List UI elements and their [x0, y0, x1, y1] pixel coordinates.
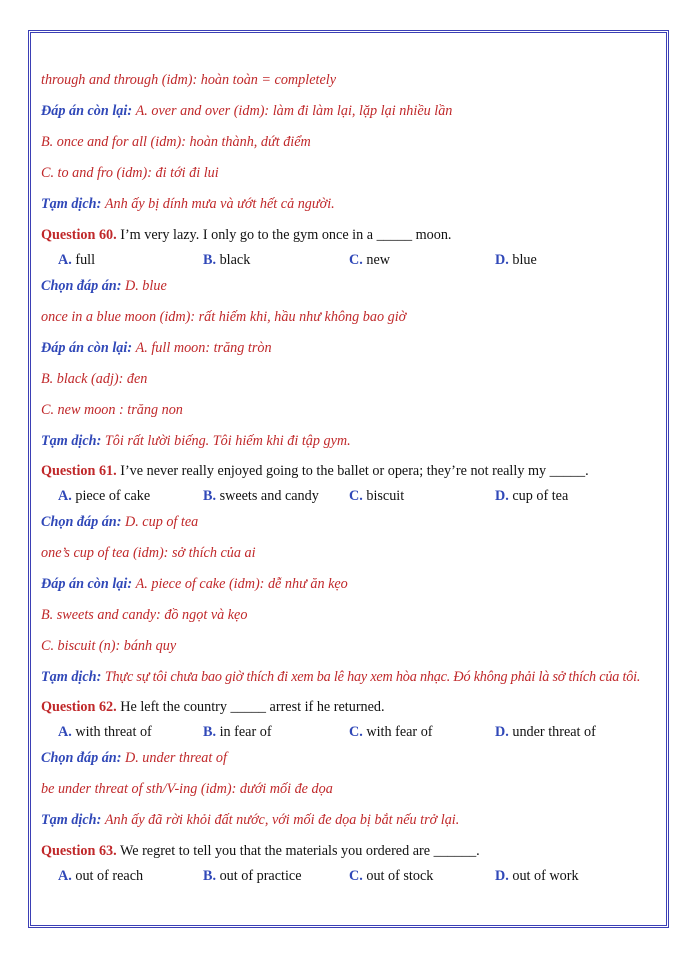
- prev-translation: [41, 195, 335, 213]
- q60-option-a[interactable]: A. full: [58, 252, 96, 268]
- question-text: I’ve never really enjoyed going to the ballet or opera; they’re not really my _____.: [120, 463, 589, 479]
- q60-option-b[interactable]: B. black: [203, 252, 251, 268]
- q61-option-a[interactable]: A. piece of cake: [58, 488, 151, 504]
- question-text: We regret to tell you that the materials you ordered are ______.: [119, 843, 480, 859]
- question-62: [41, 698, 385, 716]
- question-text: I’m very lazy. I only go to the gym once in a _____ moon.: [120, 227, 452, 243]
- remaining-text: A. over and over (idm): làm đi làm lại, lặp lại nhiều lần: [135, 103, 453, 119]
- q63-option-d[interactable]: D. out of work: [495, 868, 579, 884]
- q60-translation: Tạm dịch: Tôi rất lười biếng. Tôi hiếm khi đi tập gym.: [41, 433, 351, 449]
- q62-option-c[interactable]: C. with fear of: [349, 724, 433, 740]
- q62-option-d[interactable]: D. under threat of: [495, 724, 596, 740]
- q62-option-a[interactable]: A. with threat of: [58, 724, 152, 740]
- q61-option-c[interactable]: C. biscuit: [349, 488, 405, 504]
- q60-option-c[interactable]: C. new: [349, 252, 390, 268]
- q61-translation: Tạm dịch: Thực sự tôi chưa bao giờ thích đi xem ba lê hay xem hòa nhạc. Đó không phải là sở thích của tôi.: [41, 669, 641, 685]
- q60-option-c-explain: C. new moon : trăng non: [41, 402, 183, 418]
- question-number: Question 61.: [41, 463, 117, 479]
- prev-option-c-explain: C. to and fro (idm): đi tới đi lui: [41, 165, 219, 181]
- q60-explanation: once in a blue moon (idm): rất hiếm khi, hầu như không bao giờ: [41, 309, 407, 325]
- q62-option-b[interactable]: B. in fear of: [203, 724, 272, 740]
- translation-label: Tạm dịch:: [41, 196, 102, 212]
- q60-option-d[interactable]: D. blue: [495, 252, 537, 268]
- q60-option-b-explain: B. black (adj): đen: [41, 371, 148, 387]
- question-number: Question 60.: [41, 227, 117, 243]
- question-text: He left the country _____ arrest if he returned.: [120, 699, 385, 715]
- question-60: [41, 226, 451, 244]
- q62-explanation: be under threat of sth/V-ing (idm): dưới mối đe dọa: [41, 781, 333, 797]
- question-number: Question 62.: [41, 699, 117, 715]
- translation-text: Anh ấy bị dính mưa và ướt hết cả người.: [104, 196, 335, 212]
- q60-answer: Chọn đáp án: D. blue: [41, 278, 167, 294]
- q62-translation: Tạm dịch: Anh ấy đã rời khỏi đất nước, với mối đe dọa bị bắt nếu trở lại.: [41, 812, 460, 828]
- question-number: Question 63.: [41, 843, 117, 859]
- q62-answer: Chọn đáp án: D. under threat of: [41, 750, 227, 766]
- prev-idiom-line: through and through (idm): hoàn toàn = completely: [41, 72, 336, 88]
- q61-option-c-explain: C. biscuit (n): bánh quy: [41, 638, 177, 654]
- q63-option-a[interactable]: A. out of reach: [58, 868, 144, 884]
- q63-option-c[interactable]: C. out of stock: [349, 868, 434, 884]
- q61-option-b-explain: B. sweets and candy: đồ ngọt và kẹo: [41, 607, 248, 623]
- prev-remaining-answers: [41, 102, 452, 120]
- q61-option-d[interactable]: D. cup of tea: [495, 488, 569, 504]
- q60-remaining-answers: Đáp án còn lại: A. full moon: trăng tròn: [41, 340, 272, 356]
- remaining-label: Đáp án còn lại:: [41, 103, 133, 119]
- question-63: [41, 842, 480, 860]
- q61-explanation: one’s cup of tea (idm): sở thích của ai: [41, 545, 256, 561]
- prev-option-b-explain: B. once and for all (idm): hoàn thành, dứt điểm: [41, 134, 311, 150]
- q63-option-b[interactable]: B. out of practice: [203, 868, 302, 884]
- q61-answer: Chọn đáp án: D. cup of tea: [41, 514, 199, 530]
- q61-remaining-answers: Đáp án còn lại: A. piece of cake (idm): dễ như ăn kẹo: [41, 576, 348, 592]
- q61-option-b[interactable]: B. sweets and candy: [203, 488, 319, 504]
- question-61: [41, 462, 589, 480]
